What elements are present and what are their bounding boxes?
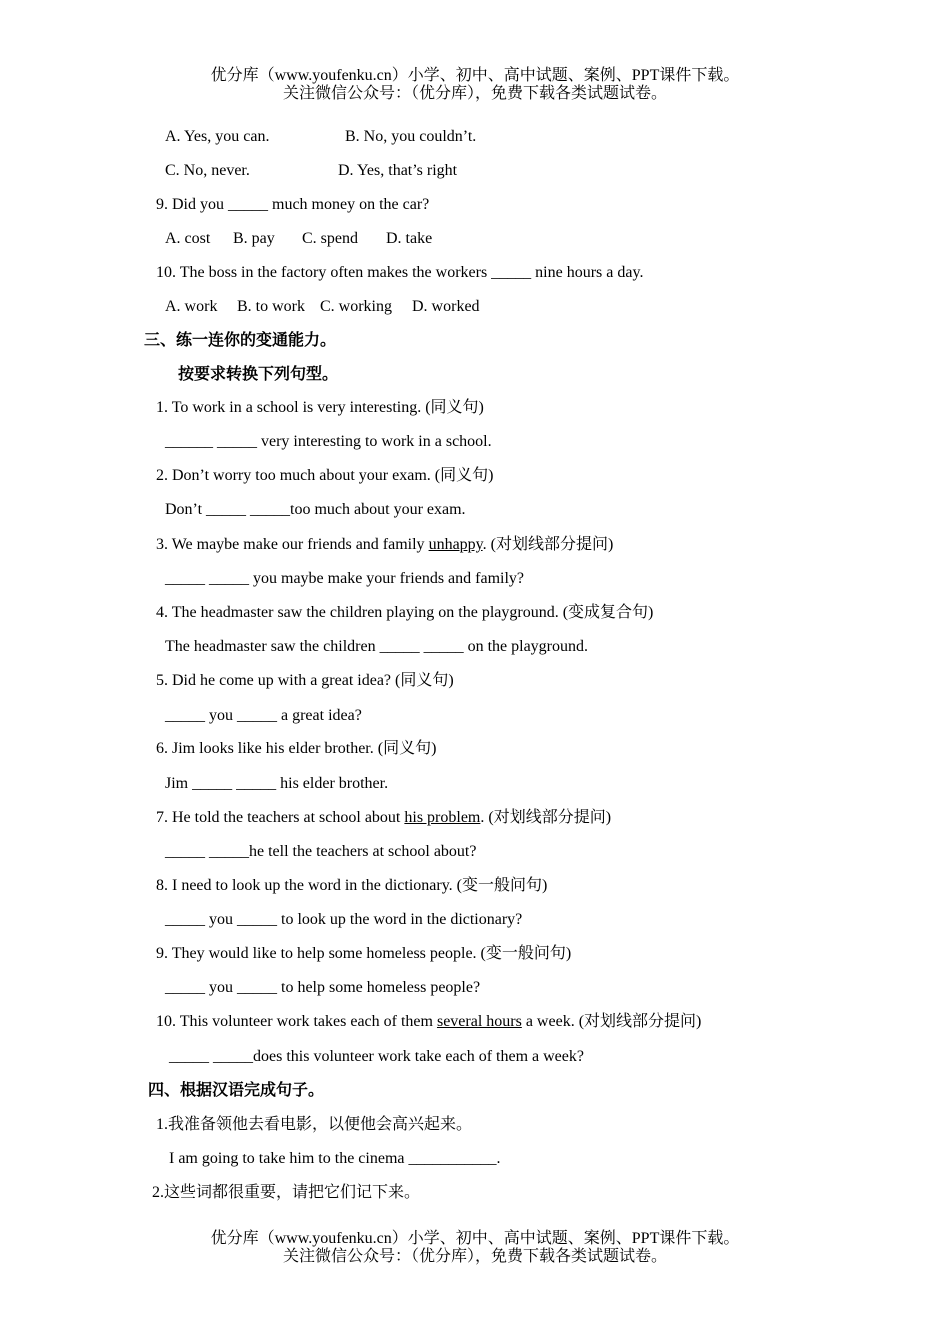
s3-q8: 8. I need to look up the word in the dictionary. (变一般问句): [156, 877, 548, 894]
s3-q3: [156, 535, 613, 555]
q9-option-b: B. pay: [233, 230, 275, 247]
q10-option-d: D. worked: [412, 298, 480, 315]
section3-subtitle: 按要求转换下列句型。: [178, 366, 339, 383]
s3-a10: _____ _____does this volunteer work take each of them a week?: [169, 1048, 584, 1065]
section3-title: 三、练一连你的变通能力。: [144, 332, 337, 349]
q10-option-b: B. to work: [237, 298, 305, 315]
section4-title: 四、根据汉语完成句子。: [148, 1082, 325, 1099]
q9-stem: 9. Did you _____ much money on the car?: [156, 196, 430, 213]
s3-q9: 9. They would like to help some homeless people. (变一般问句): [156, 945, 572, 962]
page-footer: [0, 1230, 950, 1266]
s3-q3-pre: 3. We maybe make our friends and family: [156, 536, 429, 553]
q8-option-b: B. No, you couldn’t.: [345, 128, 477, 145]
s4-a1: I am going to take him to the cinema ___________.: [169, 1150, 501, 1167]
q10-option-c: C. working: [320, 298, 392, 315]
s3-q5: 5. Did he come up with a great idea? (同义句): [156, 672, 454, 689]
q8-option-a: A. Yes, you can.: [165, 128, 270, 145]
s3-q10-pre: 10. This volunteer work takes each of them: [156, 1013, 437, 1030]
s4-q2: 2.这些词都很重要，请把它们记下来。: [152, 1184, 421, 1201]
header-line-1: 优分库（www.youfenku.cn）小学、初中、高中试题、案例、PPT课件下载。: [210, 67, 740, 84]
s3-q3-underlined: unhappy: [428, 536, 483, 553]
footer-line-2: 关注微信公众号：（优分库），免费下载各类试题试卷。: [282, 1248, 667, 1265]
s3-a7: _____ _____he tell the teachers at school about?: [165, 843, 477, 860]
footer-line-1: 优分库（www.youfenku.cn）小学、初中、高中试题、案例、PPT课件下载。: [210, 1230, 740, 1247]
s3-a2: Don’t _____ _____too much about your exam.: [165, 501, 466, 518]
s3-q3-post: . (对划线部分提问): [482, 536, 614, 553]
q9-option-d: D. take: [386, 230, 433, 247]
s3-q6: 6. Jim looks like his elder brother. (同义句): [156, 740, 437, 757]
s3-q7-underlined: his problem: [404, 809, 481, 826]
s3-a5: _____ you _____ a great idea?: [165, 707, 362, 724]
q8-option-d: D. Yes, that’s right: [338, 162, 458, 179]
s4-q1: 1.我准备领他去看电影，以便他会高兴起来。: [156, 1116, 473, 1133]
s3-q7-post: . (对划线部分提问): [480, 809, 612, 826]
s3-a4: The headmaster saw the children _____ _____ on the playground.: [165, 638, 588, 655]
page-header: [0, 67, 950, 103]
s3-a8: _____ you _____ to look up the word in the dictionary?: [165, 911, 523, 928]
s3-a9: _____ you _____ to help some homeless people?: [165, 979, 481, 996]
q8-option-c: C. No, never.: [165, 162, 250, 179]
s3-q1: 1. To work in a school is very interesting. (同义句): [156, 399, 484, 416]
s3-q4: 4. The headmaster saw the children playing on the playground. (变成复合句): [156, 604, 654, 621]
s3-a3: _____ _____ you maybe make your friends and family?: [165, 570, 525, 587]
q10-stem: 10. The boss in the factory often makes the workers _____ nine hours a day.: [156, 264, 644, 281]
q9-option-c: C. spend: [302, 230, 358, 247]
s3-q2: 2. Don’t worry too much about your exam. (同义句): [156, 467, 494, 484]
s3-a6: Jim _____ _____ his elder brother.: [165, 775, 389, 792]
s3-q7-pre: 7. He told the teachers at school about: [156, 809, 405, 826]
q9-option-a: A. cost: [165, 230, 211, 247]
q10-option-a: A. work: [165, 298, 218, 315]
header-line-2: 关注微信公众号：（优分库），免费下载各类试题试卷。: [282, 85, 667, 102]
s3-q10: [156, 1012, 701, 1032]
s3-a1: ______ _____ very interesting to work in a school.: [165, 433, 492, 450]
s3-q10-post: a week. (对划线部分提问): [521, 1013, 702, 1030]
s3-q7: [156, 808, 611, 828]
s3-q10-underlined: several hours: [436, 1013, 522, 1030]
